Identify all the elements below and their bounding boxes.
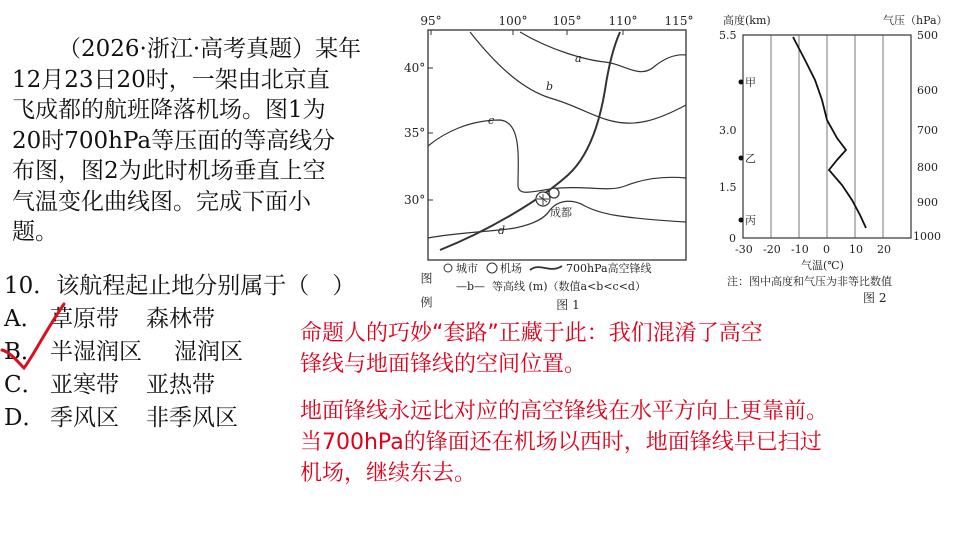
contour-label-c: c [488, 114, 495, 127]
annotation-line: 机场，继续东去。 [300, 461, 477, 486]
annotation-line: 当700hPa的锋面还在机场以西时，地面锋线早已扫过 [300, 430, 822, 455]
left-axis-title: 高度(km) [723, 14, 771, 27]
annotation-line: 命题人的巧妙“套路”正藏于此：我们混淆了高空 [300, 321, 763, 346]
figure-1-contour-map [400, 10, 700, 315]
option-text-2: 非季风区 [146, 405, 238, 431]
option-text-2: 森林带 [146, 306, 215, 332]
question-stem [12, 34, 402, 248]
option-letter: C． [4, 372, 45, 398]
marker-dot [739, 80, 744, 85]
right-tick: 800 [917, 161, 938, 174]
legend-front: 700hPa高空锋线 [566, 262, 652, 275]
left-tick: 1.5 [719, 181, 737, 194]
question-line: 12月23日20时，一架由北京直 [12, 66, 330, 93]
contour-line-c [428, 120, 686, 192]
legend-front-icon [530, 266, 562, 270]
lat-label: 40° [404, 61, 426, 75]
x-tick: 20 [877, 243, 891, 256]
city-icon [549, 188, 559, 198]
x-tick: -30 [735, 243, 753, 256]
lon-label: 115° [664, 14, 694, 28]
x-tick: -20 [763, 243, 781, 256]
x-axis-title: 气温(℃) [801, 259, 844, 272]
lat-label: 35° [404, 126, 426, 140]
contour-label-b: b [546, 80, 554, 93]
question-line: 飞成都的航班降落机场。图1为 [12, 97, 326, 123]
left-tick: 5.5 [719, 29, 737, 42]
marker-dot [739, 218, 744, 223]
legend-prefix: 图 例 [419, 272, 433, 308]
legend-airport: 机场 [500, 262, 522, 275]
annotation-paragraph-1 [300, 318, 950, 380]
check-mark-icon [0, 290, 90, 380]
figure-2-temperature-profile [705, 10, 960, 310]
right-tick: 500 [917, 29, 938, 42]
map-frame [428, 30, 686, 260]
lon-label: 105° [552, 14, 582, 28]
right-axis-title: 气压（hPa） [883, 14, 948, 27]
contour-line-a [520, 32, 686, 72]
city-label: 成都 [550, 206, 572, 219]
annotation-line: 锋线与地面锋线的空间位置。 [300, 352, 587, 377]
right-tick: 1000 [913, 230, 941, 243]
question-number-line: 10．该航程起止地分别属于（ ） [4, 273, 356, 299]
x-tick: 0 [823, 243, 830, 256]
contour-label-a: a [575, 52, 582, 65]
x-tick: 10 [849, 243, 863, 256]
legend-contour: 等高线 (m)（数值a<b<c<d） [492, 280, 646, 293]
figure-2-note: 注：图中高度和气压为非等比数值 [727, 275, 892, 288]
lon-label: 110° [608, 14, 638, 28]
right-tick: 700 [917, 124, 938, 137]
marker-jia: 甲 [745, 76, 756, 89]
figure-1-legend [419, 261, 652, 308]
lon-label: 95° [420, 14, 442, 28]
marker-yi: 乙 [745, 152, 756, 165]
option-text-1: 半湿润区 [50, 339, 142, 365]
option-text-2: 亚热带 [146, 372, 215, 398]
left-tick: 0 [729, 232, 736, 245]
x-tick: -10 [791, 243, 809, 256]
option-text-1: 季风区 [50, 405, 119, 431]
contour-line-b [470, 32, 686, 123]
figure-2-caption: 图 2 [863, 291, 887, 305]
marker-bing: 丙 [745, 214, 756, 227]
question-line: 20时700hPa等压面的等高线分 [12, 127, 336, 154]
legend-contour-sample: —b— [456, 280, 486, 293]
contour-label-d: d [498, 224, 506, 237]
left-tick: 3.0 [719, 124, 737, 137]
figure-1-caption: 图 1 [556, 298, 580, 312]
question-line: 气温变化曲线图。完成下面小 [12, 188, 311, 215]
right-tick: 900 [917, 196, 938, 209]
question-line: （2026·浙江·高考真题）某年 [58, 36, 362, 62]
question-line: 布图，图2为此时机场垂直上空 [12, 158, 326, 184]
option-letter: A． [4, 306, 44, 332]
option-text-2: 湿润区 [174, 339, 243, 365]
annotation-line: 地面锋线永远比对应的高空锋线在水平方向上更靠前。 [300, 399, 829, 424]
lat-label: 30° [404, 193, 426, 207]
option-text-1: 亚寒带 [50, 372, 119, 398]
option-text-1: 草原带 [50, 306, 119, 332]
legend-city-icon [444, 264, 452, 272]
lon-label: 100° [498, 14, 528, 28]
right-tick: 600 [917, 84, 938, 97]
annotation-paragraph-2 [300, 396, 960, 489]
marker-dot [739, 156, 744, 161]
question-line: 题。 [12, 219, 58, 245]
legend-city: 城市 [456, 262, 478, 275]
legend-airport-icon [487, 263, 497, 273]
option-letter: D． [4, 405, 46, 431]
upper-front-line [440, 32, 620, 250]
option-letter: B． [4, 339, 44, 365]
